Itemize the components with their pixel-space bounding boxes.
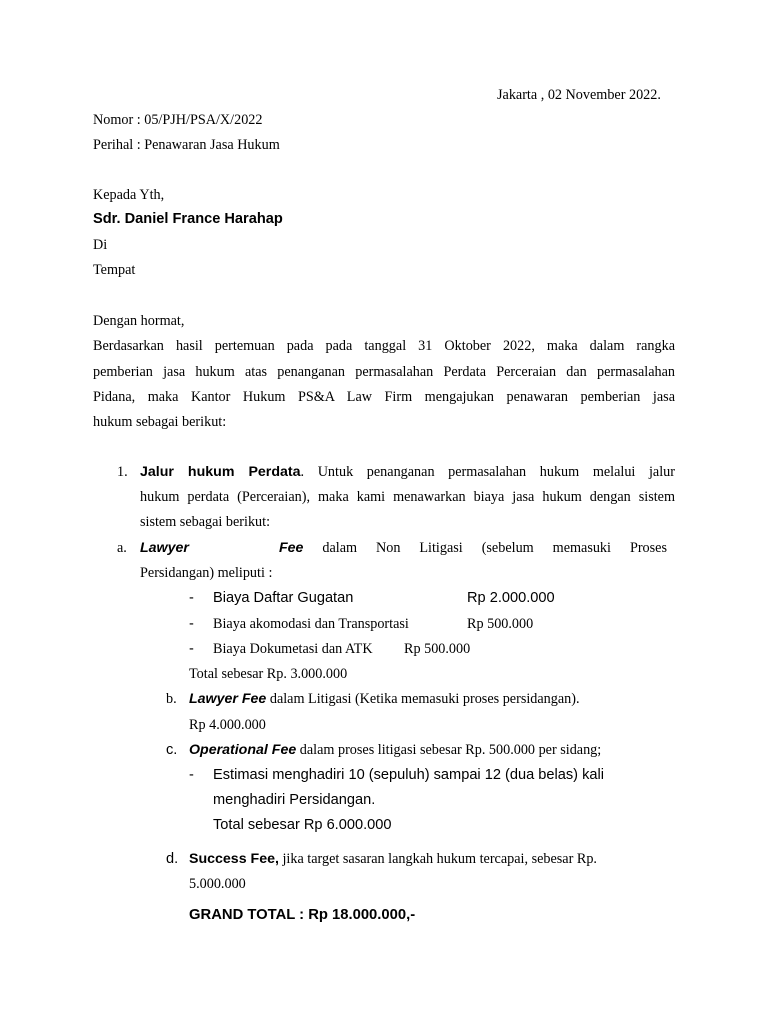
grand-total: GRAND TOTAL : Rp 18.000.000,- [189,907,416,923]
item1-line1 [140,464,675,481]
item-letter: d. [166,851,179,867]
item-d-line1 [189,851,597,868]
cost-label: Biaya akomodasi dan Transportasi [213,616,409,632]
letter-number: Nomor : 05/PJH/PSA/X/2022 [93,112,263,128]
addressee-di: Di [93,237,108,253]
paragraph-line: hukum sebagai berikut: [93,414,227,430]
item-a-word: (sebelum [481,540,534,556]
item-d-text: jika target sasaran langkah hukum tercapai, sebesar Rp. [278,851,597,867]
item-c-text: dalam proses litigasi sebesar Rp. 500.000 per sidang; [296,742,602,758]
item-c-line1 [189,742,601,759]
addressee-tempat: Tempat [93,262,136,278]
dash-bullet: - [189,616,194,632]
item-a-word: memasuki [552,540,611,556]
cost-amount: Rp 500.000 [467,616,534,632]
dash-bullet: - [189,641,194,657]
item-d-amount: 5.000.000 [189,876,246,892]
item1-line2: hukum perdata (Perceraian), maka kami menawarkan biaya jasa hukum dengan sistem [140,489,675,505]
item-a-word: Proses [629,540,667,556]
item-b-text: dalam Litigasi (Ketika memasuki proses persidangan). [266,691,580,707]
item-a-total: Total sebesar Rp. 3.000.000 [189,666,348,682]
place-date: Jakarta , 02 November 2022. [497,87,661,103]
item-letter: c. [166,742,178,758]
dash-bullet: - [189,767,194,783]
item-c-estimate-line1: Estimasi menghadiri 10 (sepuluh) sampai 12 (dua belas) kali [213,767,604,783]
paragraph-line: Berdasarkan hasil pertemuan pada pada tanggal 31 Oktober 2022, maka dalam rangka [93,338,675,354]
item-b-amount: Rp 4.000.000 [189,717,266,733]
addressee-name: Sdr. Daniel France Harahap [93,211,283,227]
item-a-word: Litigasi [419,540,463,556]
item1-title: Jalur hukum Perdata [140,464,301,480]
item-c-estimate-line2: menghadiri Persidangan. [213,792,376,808]
addressee-kepada: Kepada Yth, [93,187,165,203]
paragraph-line: pemberian jasa hukum atas penanganan permasalahan Perdata Perceraian dan permasalahan [93,364,675,380]
item-a-word: Non [375,540,401,556]
item-c-title: Operational Fee [189,742,297,758]
cost-amount: Rp 2.000.000 [467,590,555,606]
item-letter: a. [117,540,127,556]
cost-label: Biaya Dokumetasi dan ATK [213,641,373,657]
item1-line3: sistem sebagai berikut: [140,514,271,530]
item-a-title-word: Fee [278,540,304,556]
item-a-line2: Persidangan) meliputi : [140,565,273,581]
letter-subject: Perihal : Penawaran Jasa Hukum [93,137,280,153]
item-letter: b. [166,691,177,707]
item-b-title: Lawyer Fee [189,691,267,707]
dash-bullet: - [189,590,194,606]
item-b-line1 [189,691,580,708]
paragraph-line: Pidana, maka Kantor Hukum PS&A Law Firm mengajukan penawaran pemberian jasa [93,389,675,405]
cost-label: Biaya Daftar Gugatan [213,590,354,606]
item-number: 1. [117,464,128,480]
item-c-total: Total sebesar Rp 6.000.000 [213,817,392,833]
cost-amount: Rp 500.000 [404,641,471,657]
salutation: Dengan hormat, [93,313,185,329]
item-a-line1 [140,540,667,557]
item-a-title-word: Lawyer [140,540,189,556]
item-a-word: dalam [322,540,358,556]
item-d-title: Success Fee, [189,851,279,867]
item1-line1-text: . Untuk penanganan permasalahan hukum melalui jalur [300,464,675,480]
